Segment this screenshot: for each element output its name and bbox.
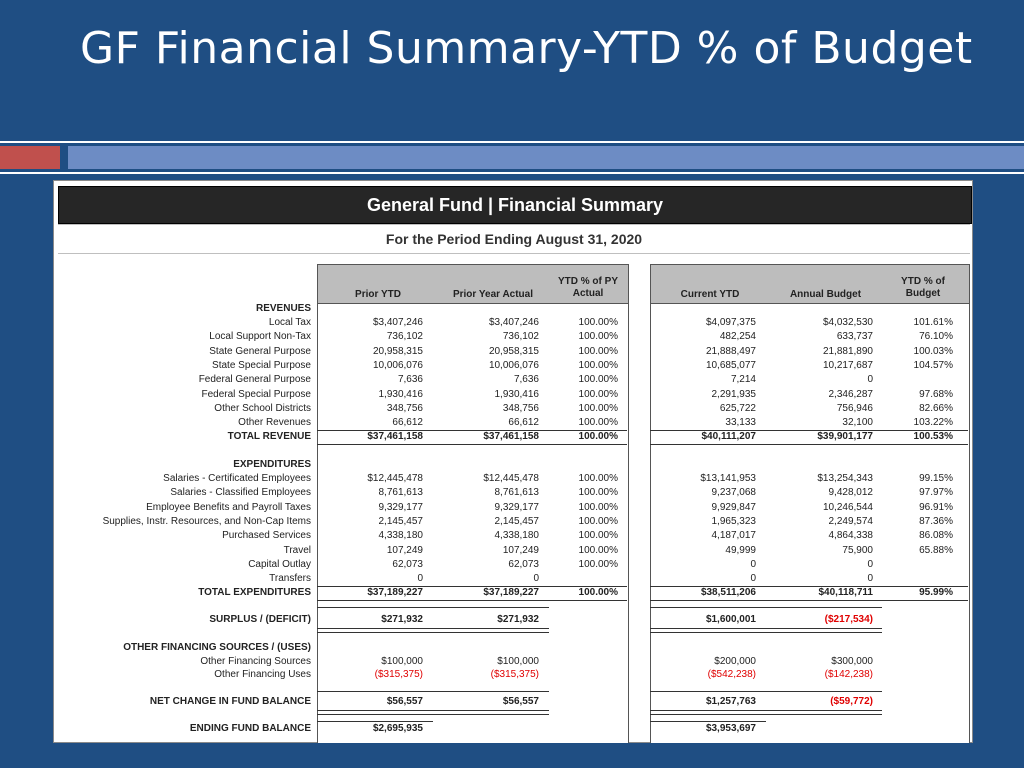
revenue-row-bud-pct: 103.22%: [913, 417, 953, 429]
header-ytd-pct-budget: YTD % of Budget: [901, 276, 945, 299]
revenue-row-py-pct: 100.00%: [578, 374, 618, 386]
revenue-row-label: Other School Districts: [214, 402, 311, 414]
revenue-row-prior-ytd: 348,756: [386, 402, 423, 414]
net-change-rule-bottom-left: [317, 710, 549, 715]
revenue-row-label: Other Revenues: [238, 417, 311, 429]
expenditure-row-prior-actual: 0: [533, 573, 539, 585]
other-financing-uses-prior-actual: ($315,375): [490, 669, 539, 680]
other-financing-uses-label: Other Financing Uses: [214, 669, 311, 680]
revenue-row-current-ytd: 2,291,935: [711, 388, 756, 400]
surplus-deficit-current-ytd: $1,600,001: [705, 614, 756, 625]
expenditure-row-prior-actual: 107,249: [502, 544, 539, 556]
revenue-row-bud-pct: 82.66%: [919, 402, 953, 414]
surplus-rule-bottom-left: [317, 628, 549, 633]
expenditure-row-py-pct: 100.00%: [578, 501, 618, 513]
total-revenue-bud-pct: 100.53%: [913, 431, 953, 443]
expenditure-row-label: Purchased Services: [222, 530, 311, 542]
ending-balance-rule-left: [317, 721, 433, 722]
expenditure-row-budget: 0: [867, 558, 873, 570]
expenditure-row-prior-ytd: 0: [417, 573, 423, 585]
surplus-rule-top-left: [317, 607, 549, 608]
financial-summary-panel: [53, 180, 973, 743]
revenue-row-current-ytd: 10,685,077: [705, 359, 756, 371]
net-change-prior-ytd: $56,557: [386, 696, 423, 707]
header-ytd-pct-py-actual: YTD % of PY Actual: [557, 276, 618, 299]
total-expenditures-label: TOTAL EXPENDITURES: [198, 587, 311, 599]
title-divider-top: [0, 141, 1024, 143]
other-financing-sources-prior-actual: $100,000: [497, 656, 539, 667]
expenditure-row-current-ytd: $13,141,953: [700, 473, 756, 484]
revenue-row-py-pct: 100.00%: [578, 402, 618, 414]
revenue-row-prior-actual: 348,756: [502, 402, 539, 414]
total-expenditures-prior-ytd: $37,189,227: [367, 587, 423, 599]
expenditure-row-bud-pct: 65.88%: [919, 544, 953, 556]
revenue-row-budget: 2,346,287: [828, 388, 873, 400]
revenue-row-bud-pct: 101.61%: [913, 317, 953, 328]
revenue-row-py-pct: 100.00%: [578, 417, 618, 429]
accent-bar-blue: [68, 146, 1024, 169]
expenditure-row-budget: 9,428,012: [828, 487, 873, 499]
revenue-row-label: Federal Special Purpose: [201, 388, 311, 400]
expenditure-row-prior-actual: 9,329,177: [494, 501, 539, 513]
expenditures-heading: EXPENDITURES: [233, 459, 311, 470]
other-financing-uses-budget: ($142,238): [824, 669, 873, 680]
ending-fund-balance-current-ytd: $3,953,697: [705, 723, 756, 734]
expenditure-row-current-ytd: 49,999: [725, 544, 756, 556]
revenue-row-current-ytd: 482,254: [719, 331, 756, 343]
expenditure-row-py-pct: 100.00%: [578, 487, 618, 499]
revenue-row-budget: $4,032,530: [822, 317, 873, 328]
expenditure-row-current-ytd: 9,237,068: [711, 487, 756, 499]
revenue-row-label: Local Tax: [268, 317, 311, 328]
expenditure-row-label: Salaries - Certificated Employees: [163, 473, 311, 484]
revenue-row-prior-actual: 736,102: [502, 331, 539, 343]
expenditure-row-prior-actual: $12,445,478: [483, 473, 539, 484]
title-divider-bottom: [0, 172, 1024, 174]
revenue-total-underline-right: [650, 444, 968, 445]
ending-balance-rule-right: [650, 721, 766, 722]
other-financing-sources-budget: $300,000: [831, 656, 873, 667]
expenditure-row-prior-actual: 4,338,180: [494, 530, 539, 542]
revenue-row-current-ytd: 625,722: [719, 402, 756, 414]
expenditure-row-bud-pct: 86.08%: [919, 530, 953, 542]
revenue-row-prior-actual: 1,930,416: [494, 388, 539, 400]
revenue-row-label: State General Purpose: [209, 345, 311, 357]
revenue-row-label: Federal General Purpose: [198, 374, 311, 386]
report-subtitle: For the Period Ending August 31, 2020: [58, 224, 970, 254]
revenue-row-label: State Special Purpose: [212, 359, 311, 371]
total-revenue-current-ytd: $40,111,207: [701, 431, 756, 443]
header-annual-budget: Annual Budget: [789, 289, 862, 300]
revenue-row-py-pct: 100.00%: [578, 331, 618, 343]
surplus-rule-top-right: [650, 607, 882, 608]
expenditure-row-label: Supplies, Instr. Resources, and Non-Cap Items: [102, 515, 311, 527]
other-financing-uses-prior-ytd: ($315,375): [374, 669, 423, 680]
surplus-deficit-budget: ($217,534): [824, 614, 873, 625]
revenue-row-bud-pct: 104.57%: [913, 359, 953, 371]
total-expenditures-budget: $40,118,711: [818, 587, 873, 599]
expenditure-row-current-ytd: 0: [750, 558, 756, 570]
expenditure-row-prior-ytd: 62,073: [392, 558, 423, 570]
accent-bar-red: [0, 146, 60, 169]
other-financing-sources-prior-ytd: $100,000: [381, 656, 423, 667]
revenue-row-current-ytd: 21,888,497: [705, 345, 756, 357]
expenditure-row-prior-ytd: 4,338,180: [378, 530, 423, 542]
total-revenue-prior-ytd: $37,461,158: [367, 431, 423, 443]
revenue-row-bud-pct: 76.10%: [919, 331, 953, 343]
revenue-total-underline-left: [317, 444, 627, 445]
revenue-row-current-ytd: $4,097,375: [705, 317, 756, 328]
expenditure-row-bud-pct: 99.15%: [919, 473, 953, 484]
total-expenditures-py-pct: 100.00%: [578, 587, 618, 599]
expenditure-row-py-pct: 100.00%: [578, 515, 618, 527]
revenue-row-prior-ytd: 7,636: [397, 374, 423, 386]
revenue-row-py-pct: 100.00%: [578, 345, 618, 357]
surplus-rule-bottom-right: [650, 628, 882, 633]
expenditure-row-label: Travel: [283, 544, 311, 556]
expenditure-row-bud-pct: 96.91%: [919, 501, 953, 513]
total-expenditures-bud-pct: 95.99%: [919, 587, 953, 599]
revenue-row-current-ytd: 33,133: [725, 417, 756, 429]
header-prior-year-actual: Prior Year Actual: [452, 289, 534, 300]
report-title: General Fund | Financial Summary: [58, 186, 972, 224]
expenditure-row-prior-actual: 62,073: [508, 558, 539, 570]
revenue-row-prior-actual: 66,612: [508, 417, 539, 429]
revenue-row-prior-ytd: $3,407,246: [372, 317, 423, 328]
expenditure-total-underline-right: [650, 600, 968, 601]
total-expenditures-current-ytd: $38,511,206: [700, 587, 756, 599]
total-revenue-budget: $39,901,177: [817, 431, 873, 443]
expenditure-total-underline-left: [317, 600, 627, 601]
revenue-row-budget: 10,217,687: [822, 359, 873, 371]
revenue-row-budget: 21,881,890: [822, 345, 873, 357]
revenue-row-prior-ytd: 66,612: [392, 417, 423, 429]
net-change-rule-top-left: [317, 691, 549, 692]
ending-fund-balance-prior-ytd: $2,695,935: [372, 723, 423, 734]
total-expenditures-prior-actual: $37,189,227: [483, 587, 539, 599]
expenditure-row-budget: 75,900: [842, 544, 873, 556]
other-financing-sources-label: Other Financing Sources: [200, 656, 311, 667]
net-change-budget: ($59,772): [830, 696, 873, 707]
revenue-row-current-ytd: 7,214: [730, 374, 756, 386]
expenditure-row-budget: 0: [867, 573, 873, 585]
ending-fund-balance-label: ENDING FUND BALANCE: [189, 723, 311, 734]
surplus-deficit-prior-actual: $271,932: [497, 614, 539, 625]
net-change-prior-actual: $56,557: [502, 696, 539, 707]
expenditure-row-budget: $13,254,343: [817, 473, 873, 484]
expenditure-row-prior-ytd: 8,761,613: [378, 487, 423, 499]
revenue-row-budget: 32,100: [842, 417, 873, 429]
total-revenue-prior-actual: $37,461,158: [483, 431, 539, 443]
revenue-row-bud-pct: 97.68%: [919, 388, 953, 400]
total-revenue-py-pct: 100.00%: [578, 431, 618, 443]
expenditure-row-py-pct: 100.00%: [578, 558, 618, 570]
revenue-row-prior-ytd: 10,006,076: [372, 359, 423, 371]
revenue-row-budget: 756,946: [836, 402, 873, 414]
expenditure-row-prior-ytd: 9,329,177: [378, 501, 423, 513]
expenditure-row-bud-pct: 87.36%: [919, 515, 953, 527]
slide-title: GF Financial Summary-YTD % of Budget: [80, 23, 973, 74]
revenue-row-py-pct: 100.00%: [578, 388, 618, 400]
total-revenue-label: TOTAL REVENUE: [227, 431, 311, 443]
expenditure-row-py-pct: 100.00%: [578, 473, 618, 484]
net-change-label: NET CHANGE IN FUND BALANCE: [149, 696, 311, 707]
expenditure-row-prior-ytd: 2,145,457: [378, 515, 423, 527]
revenue-row-prior-ytd: 736,102: [386, 331, 423, 343]
expenditure-row-prior-ytd: $12,445,478: [367, 473, 423, 484]
revenue-row-budget: 0: [867, 374, 873, 386]
revenue-row-prior-actual: 7,636: [513, 374, 539, 386]
surplus-deficit-label: SURPLUS / (DEFICIT): [209, 614, 311, 625]
expenditure-row-current-ytd: 4,187,017: [711, 530, 756, 542]
revenue-row-prior-actual: $3,407,246: [488, 317, 539, 328]
expenditure-row-budget: 10,246,544: [822, 501, 873, 513]
revenue-row-prior-ytd: 1,930,416: [378, 388, 423, 400]
expenditure-row-bud-pct: 97.97%: [919, 487, 953, 499]
expenditure-row-py-pct: 100.00%: [578, 544, 618, 556]
revenue-row-py-pct: 100.00%: [578, 317, 618, 328]
expenditure-row-prior-actual: 8,761,613: [494, 487, 539, 499]
header-prior-ytd: Prior YTD: [355, 289, 401, 300]
net-change-rule-top-right: [650, 691, 882, 692]
net-change-rule-bottom-right: [650, 710, 882, 715]
other-financing-uses-current-ytd: ($542,238): [707, 669, 756, 680]
revenues-heading: REVENUES: [255, 303, 311, 314]
revenue-row-bud-pct: 100.03%: [913, 345, 953, 357]
expenditure-row-current-ytd: 9,929,847: [711, 501, 756, 513]
revenue-row-label: Local Support Non-Tax: [209, 331, 311, 343]
expenditure-row-label: Salaries - Classified Employees: [170, 487, 311, 499]
net-change-current-ytd: $1,257,763: [705, 696, 756, 707]
expenditure-row-label: Capital Outlay: [248, 558, 311, 570]
revenue-row-prior-actual: 20,958,315: [488, 345, 539, 357]
expenditure-row-label: Transfers: [269, 573, 311, 585]
expenditure-row-prior-ytd: 107,249: [386, 544, 423, 556]
other-financing-heading: OTHER FINANCING SOURCES / (USES): [123, 642, 311, 653]
revenue-row-py-pct: 100.00%: [578, 359, 618, 371]
expenditure-row-budget: 2,249,574: [828, 515, 873, 527]
revenue-row-budget: 633,737: [836, 331, 873, 343]
revenue-row-prior-ytd: 20,958,315: [372, 345, 423, 357]
expenditure-row-prior-actual: 2,145,457: [494, 515, 539, 527]
expenditure-row-budget: 4,864,338: [828, 530, 873, 542]
other-financing-sources-current-ytd: $200,000: [714, 656, 756, 667]
surplus-deficit-prior-ytd: $271,932: [381, 614, 423, 625]
header-current-ytd: Current YTD: [680, 289, 740, 300]
revenue-row-prior-actual: 10,006,076: [488, 359, 539, 371]
expenditure-row-py-pct: 100.00%: [578, 530, 618, 542]
expenditure-row-label: Employee Benefits and Payroll Taxes: [146, 501, 311, 513]
expenditure-row-current-ytd: 1,965,323: [711, 515, 756, 527]
expenditure-row-current-ytd: 0: [750, 573, 756, 585]
